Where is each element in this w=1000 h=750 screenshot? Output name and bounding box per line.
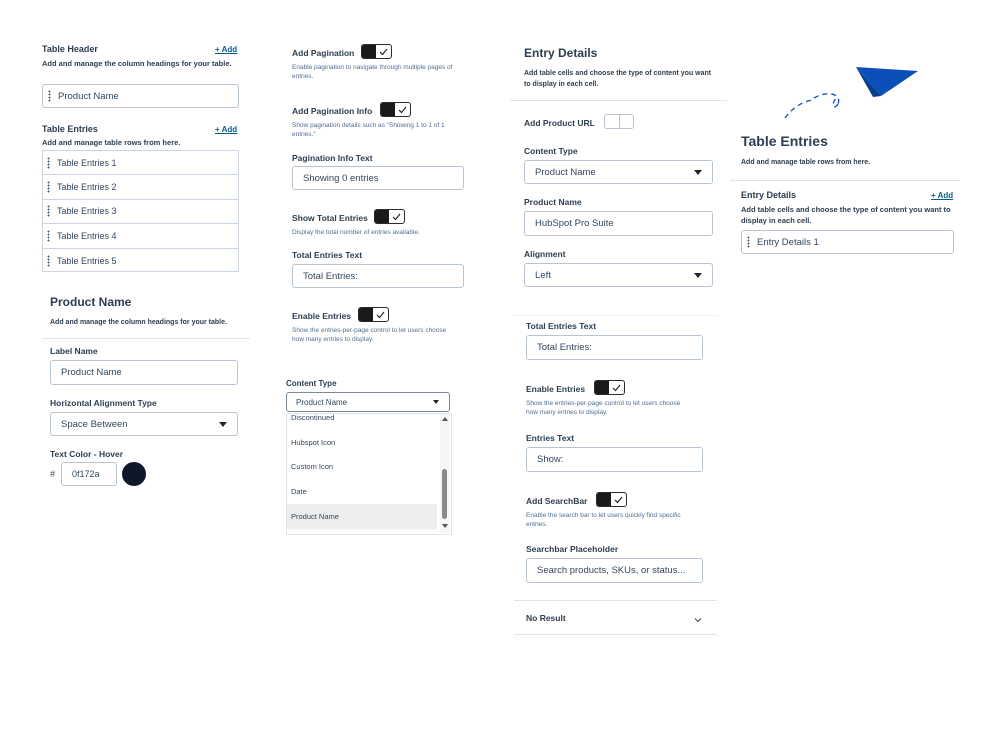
enable-entries-toggle-2[interactable] bbox=[594, 380, 625, 395]
entries-text-label: Entries Text bbox=[526, 433, 575, 443]
drag-handle-icon[interactable] bbox=[47, 230, 50, 242]
total-entries-text-label: Total Entries Text bbox=[292, 250, 363, 260]
list-item[interactable] bbox=[43, 224, 238, 248]
product-name-title: Product Name bbox=[50, 295, 132, 309]
add-pagination-label: Add Pagination bbox=[292, 48, 355, 58]
table-entries-desc-2: Add and manage table rows from here. bbox=[741, 159, 871, 166]
color-hex-input[interactable]: 0f172a bbox=[61, 462, 117, 486]
divider bbox=[514, 634, 717, 635]
pagination-info-text-input[interactable]: Showing 0 entries bbox=[292, 166, 464, 190]
toggle-knob bbox=[359, 308, 373, 321]
chevron-down-icon bbox=[219, 422, 227, 427]
check-icon bbox=[389, 210, 404, 223]
list-item-label: Table Entries 3 bbox=[57, 206, 117, 217]
add-pagination-info-label: Add Pagination Info bbox=[292, 106, 373, 116]
content-type-label: Content Type bbox=[286, 379, 337, 388]
entry-details-add-link[interactable]: + Add bbox=[931, 191, 954, 200]
pagination-info-text-label: Pagination Info Text bbox=[292, 153, 373, 163]
paper-plane-icon bbox=[780, 60, 925, 130]
dropdown-scrollbar[interactable] bbox=[440, 414, 450, 533]
h-align-select[interactable] bbox=[50, 412, 238, 436]
toggle-knob bbox=[375, 210, 389, 223]
table-header-desc: Add and manage the column headings for your table. bbox=[42, 59, 232, 68]
list-item-label: Table Entries 1 bbox=[57, 157, 117, 168]
table-entries-add-link[interactable]: + Add bbox=[215, 125, 238, 134]
add-pagination-info-desc: Show pagination details such as "Showing 1 to 1 of 1 entries." bbox=[292, 122, 445, 138]
no-result-row[interactable] bbox=[514, 601, 717, 634]
divider bbox=[510, 100, 727, 101]
chevron-down-icon bbox=[694, 611, 702, 629]
content-type-value: Product Name bbox=[296, 397, 348, 407]
add-searchbar-toggle[interactable] bbox=[596, 492, 627, 507]
list-item[interactable] bbox=[43, 175, 238, 199]
label-name-label: Label Name bbox=[50, 346, 98, 356]
entry-details-desc: Add table cells and choose the type of content you want to display in each cell. bbox=[524, 70, 712, 88]
show-total-entries-desc: Display the total number of entries available. bbox=[292, 229, 420, 236]
list-item[interactable] bbox=[43, 200, 238, 224]
add-product-url-label: Add Product URL bbox=[524, 118, 595, 128]
color-swatch[interactable] bbox=[122, 462, 146, 486]
table-header-item-label: Product Name bbox=[58, 90, 119, 102]
toggle-knob bbox=[381, 103, 395, 116]
total-entries-text-input[interactable]: Total Entries: bbox=[292, 264, 464, 288]
total-entries-text-input-2[interactable]: Total Entries: bbox=[526, 335, 703, 360]
entry-details-item-label: Entry Details 1 bbox=[757, 236, 819, 248]
hash-label: # bbox=[50, 469, 56, 479]
list-item[interactable] bbox=[43, 249, 238, 273]
h-align-label: Horizontal Alignment Type bbox=[50, 398, 157, 408]
drag-handle-icon[interactable] bbox=[47, 255, 50, 267]
toggle-knob bbox=[619, 115, 620, 128]
text-color-label: Text Color - Hover bbox=[50, 449, 124, 459]
dropdown-option[interactable]: Custom Icon bbox=[291, 462, 334, 471]
enable-entries-label-2: Enable Entries bbox=[526, 384, 586, 394]
add-pagination-info-toggle[interactable] bbox=[380, 102, 411, 117]
add-searchbar-label: Add SearchBar bbox=[526, 496, 588, 506]
dropdown-option[interactable]: Date bbox=[291, 487, 307, 496]
chevron-down-icon bbox=[694, 170, 702, 175]
check-icon bbox=[373, 308, 388, 321]
table-entries-title-2: Table Entries bbox=[741, 133, 828, 149]
drag-handle-icon[interactable] bbox=[47, 181, 50, 193]
searchbar-placeholder-input[interactable]: Search products, SKUs, or status... bbox=[526, 558, 703, 583]
enable-entries-label: Enable Entries bbox=[292, 311, 352, 321]
check-icon bbox=[611, 493, 626, 506]
list-item-label: Table Entries 2 bbox=[57, 182, 117, 193]
add-pagination-desc: Enable pagination to navigate through multiple pages of entries. bbox=[292, 64, 453, 80]
drag-handle-icon[interactable] bbox=[47, 205, 50, 217]
dropdown-option-selected[interactable]: Product Name bbox=[287, 504, 437, 529]
alignment-select[interactable] bbox=[524, 263, 713, 287]
no-result-label: No Result bbox=[526, 613, 566, 623]
content-type-label-2: Content Type bbox=[524, 146, 578, 156]
total-entries-text-label-2: Total Entries Text bbox=[526, 321, 597, 331]
h-align-value: Space Between bbox=[61, 418, 128, 430]
dropdown-option[interactable]: Hubspot Icon bbox=[291, 438, 336, 447]
searchbar-placeholder-label: Searchbar Placeholder bbox=[526, 544, 619, 554]
check-icon bbox=[609, 381, 624, 394]
list-item[interactable] bbox=[43, 151, 238, 175]
check-icon bbox=[395, 103, 410, 116]
scroll-up-icon[interactable] bbox=[442, 417, 448, 421]
label-name-input[interactable]: Product Name bbox=[50, 360, 238, 385]
show-total-entries-toggle[interactable] bbox=[374, 209, 405, 224]
divider bbox=[42, 338, 250, 339]
content-type-dropdown bbox=[286, 413, 452, 535]
drag-handle-icon[interactable] bbox=[47, 157, 50, 169]
drag-handle-icon[interactable] bbox=[48, 90, 51, 102]
entry-details-desc-2: Add table cells and choose the type of content you want to display in each cell. bbox=[741, 205, 951, 225]
table-entries-desc: Add and manage table rows from here. bbox=[42, 138, 181, 147]
check-icon bbox=[376, 45, 391, 58]
add-product-url-toggle[interactable] bbox=[604, 114, 634, 129]
add-pagination-toggle[interactable] bbox=[361, 44, 392, 59]
divider bbox=[513, 315, 718, 316]
enable-entries-desc-2: Show the entries-per-page control to let users choose how many entries to display. bbox=[526, 400, 681, 416]
alignment-label: Alignment bbox=[524, 249, 566, 259]
add-searchbar-desc: Enable the search bar to let users quickly find specific entries. bbox=[526, 512, 681, 528]
scroll-down-icon[interactable] bbox=[442, 524, 448, 528]
product-name-label: Product Name bbox=[524, 197, 582, 207]
list-item-label: Table Entries 5 bbox=[57, 255, 117, 266]
table-header-title: Table Header bbox=[42, 44, 98, 54]
enable-entries-toggle[interactable] bbox=[358, 307, 389, 322]
divider bbox=[730, 180, 960, 181]
entries-text-input[interactable]: Show: bbox=[526, 447, 703, 472]
table-header-add-link[interactable]: + Add bbox=[215, 45, 238, 54]
enable-entries-desc: Show the entries-per-page control to let users choose how many entries to display. bbox=[292, 327, 447, 343]
content-type-select-2[interactable] bbox=[524, 160, 713, 184]
chevron-down-icon bbox=[694, 273, 702, 278]
table-entries-title: Table Entries bbox=[42, 124, 98, 134]
scrollbar-thumb[interactable] bbox=[442, 469, 447, 519]
caret-down-icon bbox=[433, 400, 439, 404]
product-name-input[interactable]: HubSpot Pro Suite bbox=[524, 211, 713, 236]
alignment-value: Left bbox=[535, 269, 551, 281]
dropdown-option[interactable]: Discontinued bbox=[291, 413, 335, 422]
drag-handle-icon[interactable] bbox=[747, 236, 750, 248]
content-type-select[interactable] bbox=[286, 392, 450, 412]
entry-details-item[interactable] bbox=[741, 230, 954, 254]
product-name-desc: Add and manage the column headings for your table. bbox=[50, 319, 227, 326]
entry-details-title-2: Entry Details bbox=[741, 190, 797, 200]
toggle-knob bbox=[597, 493, 611, 506]
entry-details-title: Entry Details bbox=[524, 46, 598, 60]
toggle-knob bbox=[362, 45, 376, 58]
toggle-knob bbox=[595, 381, 609, 394]
table-entries-list bbox=[42, 150, 239, 272]
list-item-label: Table Entries 4 bbox=[57, 230, 117, 241]
table-header-item[interactable] bbox=[42, 84, 239, 108]
show-total-entries-label: Show Total Entries bbox=[292, 213, 368, 223]
content-type-value-2: Product Name bbox=[535, 166, 596, 178]
